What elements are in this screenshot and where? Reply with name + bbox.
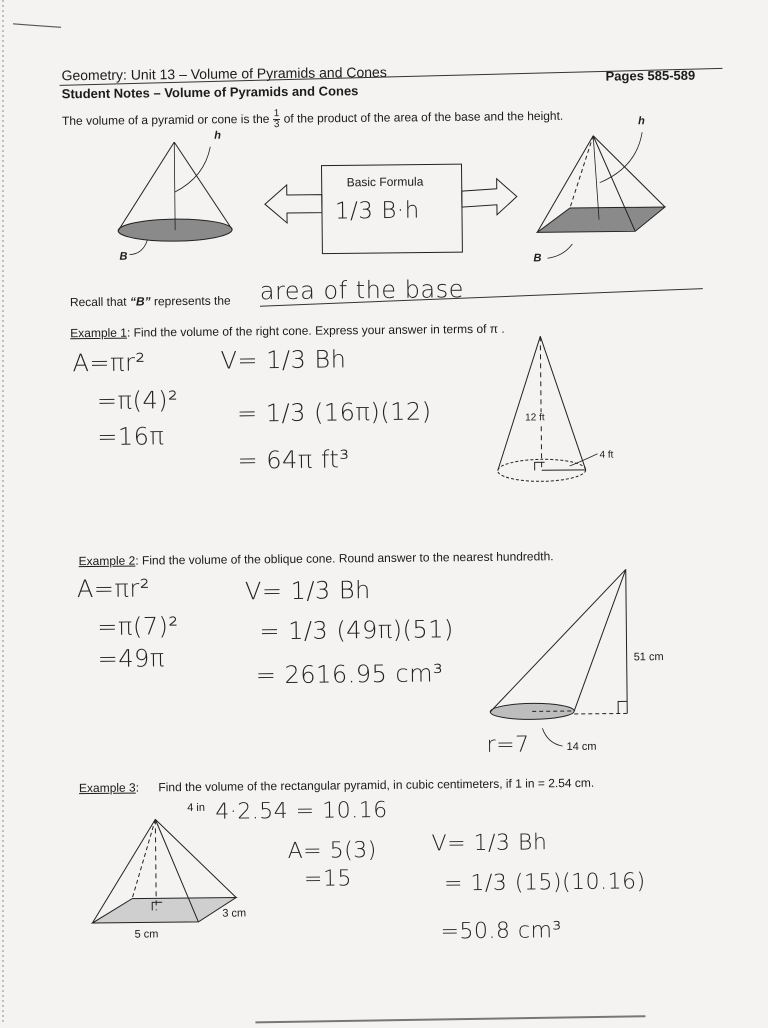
example2-label: Example 2: [79, 554, 136, 569]
example1-volume-work-3: = 64π ft³: [237, 445, 349, 474]
formula-handwritten: 1/3 B·h: [335, 198, 420, 225]
example1-area-work-3: =16π: [97, 422, 164, 451]
example2-radius-note: r=7: [486, 732, 529, 757]
example1-radius-label: 4 ft: [599, 450, 613, 461]
frac-denominator: 3: [273, 120, 281, 130]
formula-box-title: Basic Formula: [347, 175, 424, 190]
example3-prompt: Example 3: Find the volume of the rectangular pyramid, in cubic centimeters, if 1 in = 2.54 cm.: [79, 776, 594, 795]
example1-volume-work-1: V= 1/3 Bh: [220, 345, 346, 374]
intro-before: The volume of a pyramid or cone is the: [62, 112, 270, 128]
example1-volume-work-2: = 1/3 (16π)(12): [237, 397, 432, 427]
example1-prompt: Example 1: Find the volume of the right cone. Express your answer in terms of π .: [70, 322, 505, 341]
example2-volume-work-1: V= 1/3 Bh: [245, 576, 371, 605]
frac-numerator: 1: [273, 109, 281, 120]
example2-area-work-3: =49π: [98, 644, 165, 673]
example3-height-label: 4 in: [187, 802, 205, 814]
example2-area-work-1: A=πr²: [77, 574, 150, 603]
example3-area-work-1: A= 5(3): [288, 838, 377, 864]
example3-side-b-label: 5 cm: [134, 928, 158, 940]
example3-side-a-label: 3 cm: [222, 907, 246, 919]
example1-label: Example 1: [70, 326, 127, 341]
intro-after: of the product of the area of the base and the height.: [284, 109, 564, 126]
example2-height-label: 51 cm: [634, 651, 664, 663]
example2-volume-work-3: = 2616.95 cm³: [256, 659, 444, 689]
example2-volume-work-2: = 1/3 (49π)(51): [259, 615, 454, 645]
example3-volume-work-2: = 1/3 (15)(10.16): [444, 869, 646, 896]
intro-cone-base-label: B: [119, 251, 127, 263]
example1-area-work-2: =π(4)²: [97, 386, 178, 415]
recall-prefix: Recall that: [70, 295, 127, 310]
recall-term: “B”: [130, 294, 151, 308]
intro-cone-height-label: h: [214, 130, 221, 142]
example1-area-work-1: A=πr²: [72, 348, 145, 377]
recall-suffix: represents the: [154, 294, 231, 309]
example2-area-work-2: =π(7)²: [97, 612, 178, 641]
course-title: Geometry: Unit 13 – Volume of Pyramids and Cones: [61, 64, 386, 83]
example3-prompt-text: Find the volume of the rectangular pyramid, in cubic centimeters, if 1 in = 2.54 cm.: [158, 776, 594, 795]
page-range: Pages 585-589: [605, 68, 695, 84]
example3-label: Example 3: [79, 781, 136, 796]
recall-answer: area of the base: [260, 275, 464, 305]
example3-area-work-2: =15: [304, 866, 352, 892]
intro-pyramid-base-label: B: [533, 252, 541, 264]
example1-height-label: 12 ft: [525, 412, 545, 423]
example1-prompt-text: Find the volume of the right cone. Express your answer in terms of π .: [134, 322, 505, 340]
example2-prompt-text: Find the volume of the oblique cone. Round answer to the nearest hundredth.: [142, 549, 554, 567]
example3-volume-work-3: =50.8 cm³: [440, 918, 562, 944]
example3-conversion-work: 4·2.54 = 10.16: [215, 798, 388, 825]
example2-prompt: Example 2: Find the volume of the oblique cone. Round answer to the nearest hundredth.: [79, 549, 554, 568]
example3-volume-work-1: V= 1/3 Bh: [431, 830, 547, 856]
notes-title: Student Notes – Volume of Pyramids and Cones: [62, 83, 359, 101]
example2-diameter-label: 14 cm: [567, 741, 597, 753]
intro-pyramid-height-label: h: [638, 115, 645, 127]
